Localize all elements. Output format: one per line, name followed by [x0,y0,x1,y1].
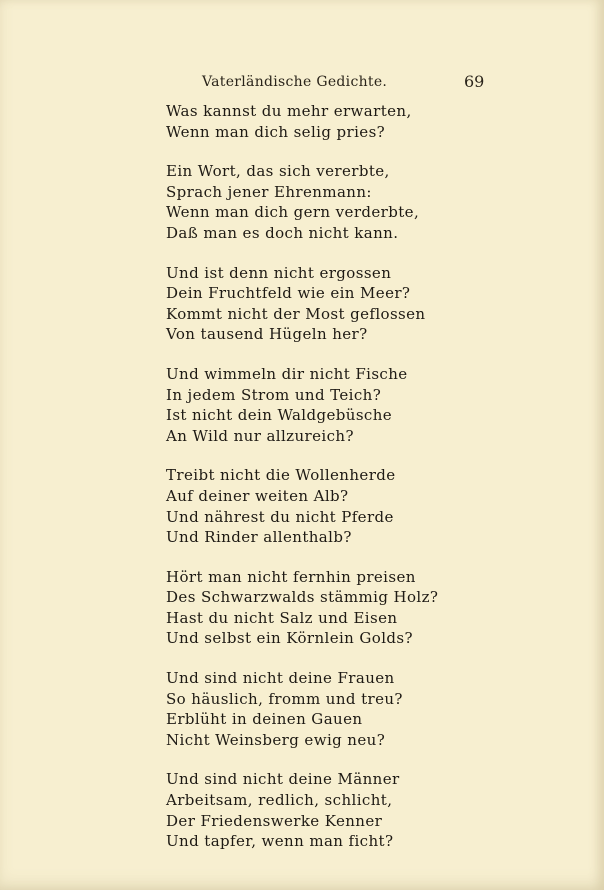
verse-line: Und selbst ein Körnlein Golds? [166,629,413,648]
verse-line: Und sind nicht deine Männer [166,770,400,789]
verse-line: Daß man es doch nicht kann. [166,223,399,242]
verse-line: Von tausend Hügeln her? [166,325,368,344]
poem-text [166,101,566,871]
verse-line: Kommt nicht der Most geflossen [166,304,426,323]
stanza [166,364,566,446]
verse-line: Des Schwarzwalds stämmig Holz? [166,588,439,607]
verse-line: Und tapfer, wenn man ficht? [166,832,394,851]
stanza [166,567,566,649]
running-head: Vaterländische Gedichte. [202,74,388,90]
stanza [166,769,566,851]
verse-line: Dein Fruchtfeld wie ein Meer? [166,284,411,303]
verse-line: Und ist denn nicht ergossen [166,263,392,282]
verse-line: Und sind nicht deine Frauen [166,669,395,688]
stanza [166,668,566,750]
stanza [166,161,566,243]
verse-line: An Wild nur allzureich? [166,426,354,445]
verse-line: Was kannst du mehr erwarten, [166,102,412,120]
page-number: 69 [464,72,485,91]
verse-line: Ein Wort, das sich vererbte, [166,162,390,181]
verse-line: Treibt nicht die Wollenherde [166,466,396,485]
verse-line: Hört man nicht fernhin preisen [166,567,416,586]
stanza [166,465,566,547]
verse-line: Der Friedenswerke Kenner [166,811,383,830]
verse-line: Wenn man dich gern verderbte, [166,203,420,222]
verse-line: So häuslich, fromm und treu? [166,689,403,708]
verse-line: Hast du nicht Salz und Eisen [166,608,398,627]
verse-line: Nicht Weinsberg ewig neu? [166,730,386,749]
verse-line: Und nährest du nicht Pferde [166,507,394,526]
verse-line: Und wimmeln dir nicht Fische [166,364,408,383]
verse-line: In jedem Strom und Teich? [166,385,382,404]
verse-line: Erblüht in deinen Gauen [166,710,363,729]
verse-line: Auf deiner weiten Alb? [166,486,349,505]
verse-line: Und Rinder allenthalb? [166,528,352,547]
verse-line: Wenn man dich selig pries? [166,122,386,141]
stanza [166,101,566,142]
page-header [0,74,604,94]
stanza [166,263,566,345]
verse-line: Sprach jener Ehrenmann: [166,182,372,201]
verse-line: Ist nicht dein Waldgebüsche [166,406,393,425]
verse-line: Arbeitsam, redlich, schlicht, [166,791,393,810]
